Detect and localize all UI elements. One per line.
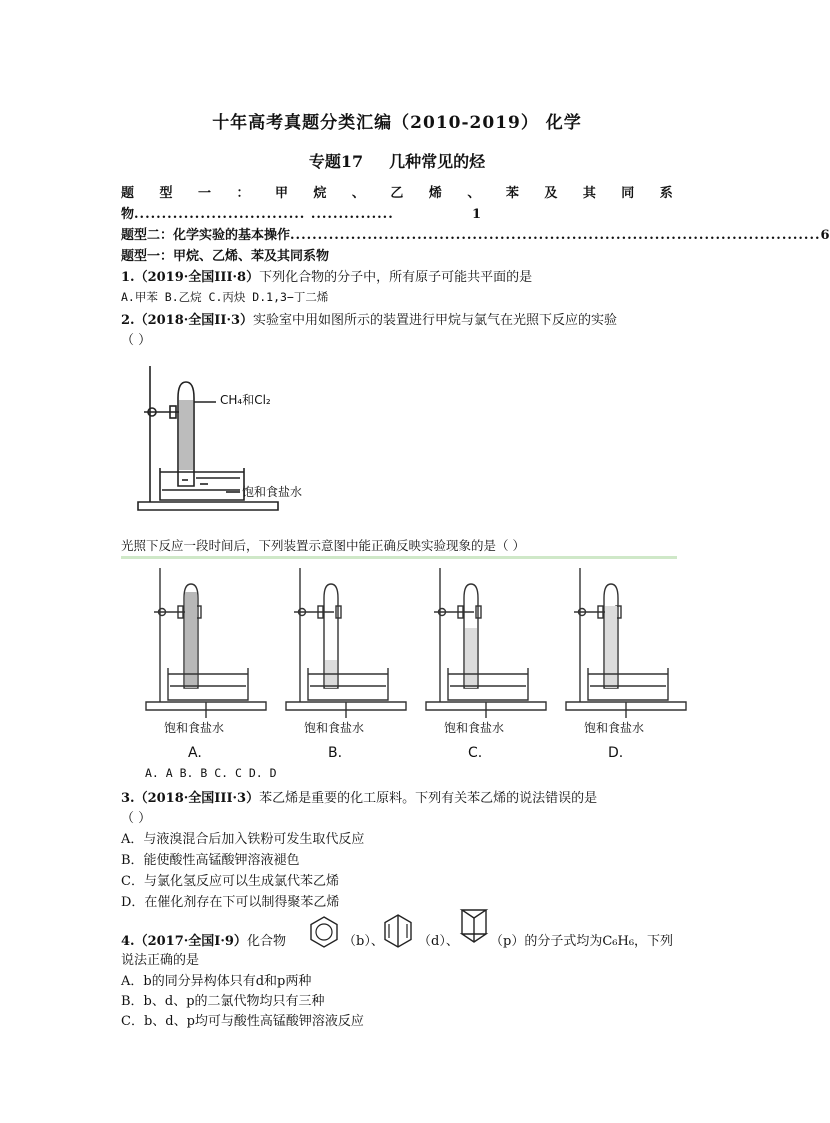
toc-item-1[interactable] [121, 182, 673, 201]
toc-item-1-char: 系 [659, 186, 673, 201]
document-subtitle [0, 149, 794, 172]
panel-letter: B. [328, 745, 343, 761]
toc-item-1-char: 题 [121, 186, 135, 201]
panel-letter: C. [468, 745, 483, 761]
question-4-stem: 化合物 [246, 934, 286, 949]
toc-item-1-char: 其 [582, 186, 596, 201]
toc-item-1-continued[interactable] [121, 203, 481, 222]
gas-label: CH₄和Cl₂ [220, 393, 271, 407]
answer-panel [286, 568, 406, 761]
toc-item-1-char: 烯 [428, 186, 442, 201]
benzene-structure-b [306, 914, 342, 950]
water-label: 饱和食盐水 [242, 485, 303, 499]
question-3-option-b: B．能使酸性高锰酸钾溶液褪色 [121, 853, 300, 868]
question-4-option-b: B．b、d、p的二氯代物均只有三种 [121, 994, 325, 1009]
label-p: （p）的分子式均为C₆H₆，下列 [490, 934, 674, 949]
question-3-stem: 苯乙烯是重要的化工原料。下列有关苯乙烯的说法错误的是 [259, 791, 598, 806]
answer-panel [426, 568, 546, 761]
question-3-paren: （ ） [121, 811, 152, 826]
panel-letter: A. [188, 745, 202, 761]
topic-number: 专题17 [308, 152, 364, 171]
toc-item-1-dots: ............................... ............... [134, 207, 394, 222]
section-heading: 题型一：甲烷、乙烯、苯及其同系物 [121, 249, 330, 264]
dewar-benzene-structure-d [381, 912, 415, 950]
toc-item-1-char: 、 [467, 186, 481, 201]
topic-name: 几种常见的烃 [389, 152, 486, 171]
question-1-stem: 下列化合物的分子中，所有原子可能共平面的是 [259, 270, 533, 285]
document-title: 十年高考真题分类汇编（2010-2019） 化学 [212, 113, 582, 133]
panel-water-label: 饱和食盐水 [444, 721, 505, 735]
question-3-option-d: D．在催化剂存在下可以制得聚苯乙烯 [121, 895, 340, 910]
toc-item-1-char: 同 [621, 186, 635, 201]
question-4-source-line [121, 930, 286, 949]
answer-panel [146, 568, 266, 761]
divider [121, 556, 677, 559]
question-4-option-c: C．b、d、p均可与酸性高锰酸钾溶液反应 [121, 1014, 364, 1029]
panel-water-label: 饱和食盐水 [164, 721, 225, 735]
question-2-source: 2.（2018·全国II·3） [121, 313, 254, 328]
toc-item-1-char: ： [236, 186, 250, 201]
panel-water-label: 饱和食盐水 [304, 721, 365, 735]
toc-item-1-char: 甲 [274, 186, 288, 201]
toc-item-2-label: 题型二：化学实验的基本操作 [121, 228, 291, 243]
question-4-source: 4.（2017·全国I·9） [121, 934, 247, 949]
question-3 [121, 787, 597, 806]
toc-item-1-char: 一 [197, 186, 211, 201]
label-d: （d）、 [418, 934, 459, 949]
question-3-source: 3.（2018·全国III·3） [121, 791, 260, 806]
toc-item-1-char: 型 [159, 186, 173, 201]
toc-item-1-char: 烷 [313, 186, 327, 201]
toc-item-1-char: 及 [544, 186, 558, 201]
panel-letter: D. [608, 745, 624, 761]
question-2-choices: A. A B. B C. C D. D [145, 766, 277, 780]
question-4-stem-cont: 说法正确的是 [121, 953, 200, 968]
question-3-option-a: A．与液溴混合后加入铁粉可发生取代反应 [121, 832, 365, 847]
toc-item-2[interactable] [121, 224, 830, 243]
panel-water-label: 饱和食盐水 [584, 721, 645, 735]
question-2 [121, 309, 617, 328]
question-3-option-c: C．与氯化氢反应可以生成氯代苯乙烯 [121, 874, 339, 889]
toc-item-1-tail: 物 [121, 207, 135, 222]
toc-item-1-char: 乙 [390, 186, 404, 201]
question-1-options: A.甲苯 B.乙烷 C.丙炔 D.1,3−丁二烯 [121, 290, 329, 304]
apparatus-figure [130, 360, 330, 520]
question-4-option-a: A．b的同分异构体只有d和p两种 [121, 974, 312, 989]
toc-item-1-char: 、 [351, 186, 365, 201]
prismane-structure-p [458, 906, 490, 946]
toc-item-1-page: 1 [471, 207, 481, 222]
question-1 [121, 266, 532, 285]
label-b: （b）、 [343, 934, 384, 949]
answer-panels [130, 562, 670, 767]
toc-item-2-page: 6 [820, 228, 830, 243]
toc-item-1-char: 苯 [505, 186, 519, 201]
answer-panel [566, 568, 686, 761]
question-2-stem: 实验室中用如图所示的装置进行甲烷与氯气在光照下反应的实验 [253, 313, 618, 328]
question-1-source: 1.（2019·全国III·8） [121, 270, 260, 285]
question-2-paren: （ ） [121, 333, 152, 348]
question-2-follow: 光照下反应一段时间后，下列装置示意图中能正确反映实验现象的是（ ） [121, 538, 525, 553]
toc-item-2-dots: ................................................................................................ [290, 228, 821, 243]
